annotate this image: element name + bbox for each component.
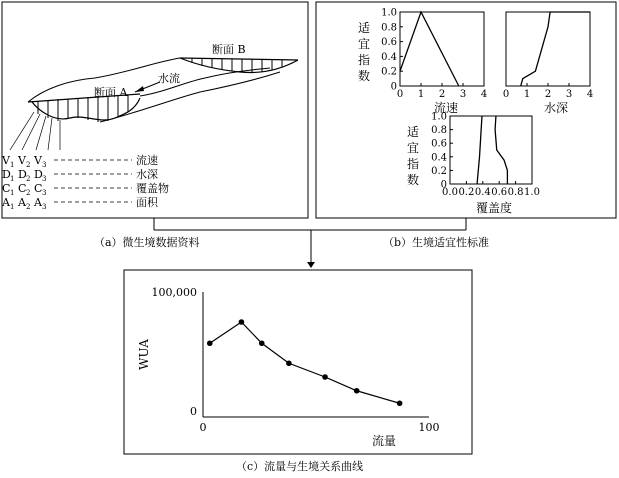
- wua-ytick-label-0: 0: [190, 405, 197, 418]
- velocity-ytick-label-5: 1.0: [381, 7, 397, 19]
- wua-point-0: [207, 340, 213, 346]
- wua-ylabel: WUA: [137, 339, 151, 370]
- ylabel-char-1: 宜: [406, 141, 420, 155]
- cover-xtick-label-1: 0.2: [458, 187, 475, 198]
- var-1-1: D: [18, 168, 27, 181]
- flow-arrow-head: [135, 86, 144, 92]
- caption-c: （c）流量与生境关系曲线: [236, 460, 364, 473]
- caption-a: （a）微生境数据资料: [94, 236, 200, 249]
- wua-point-1: [239, 319, 245, 325]
- velocity-ytick-label-2: 0.4: [381, 51, 397, 63]
- cover-ytick-label-0: 0: [440, 179, 447, 191]
- row-name-3: 面积: [136, 196, 158, 209]
- var-sub-3-1: 2: [26, 203, 31, 211]
- var-sub-1-0: 1: [10, 175, 15, 183]
- cover-series-line-0: [477, 116, 482, 184]
- velocity-xtick-label-0: 0: [396, 89, 404, 100]
- wua-point-5: [354, 388, 360, 394]
- river-cross-sections: [10, 58, 298, 150]
- ylabel-char-3: 数: [406, 173, 420, 187]
- ylabel-char-3: 数: [357, 69, 371, 83]
- var-3-1: A: [18, 196, 26, 209]
- wua-point-2: [259, 340, 265, 346]
- wua-point-4: [322, 374, 328, 380]
- cover-ytick-label-1: 0.2: [431, 165, 447, 177]
- cover-xtick-label-4: 0.8: [507, 187, 524, 198]
- wua-chart: [137, 286, 440, 448]
- wua-point-6: [397, 400, 403, 406]
- cover-xtick-label-2: 0.4: [474, 187, 491, 198]
- cover-plot-frame: [450, 116, 532, 184]
- cover-ytick-label-4: 0.8: [431, 125, 447, 137]
- var-0-0: V: [2, 154, 10, 167]
- cover-xtick-label-5: 1.0: [524, 187, 540, 198]
- ylabel-char-0: 适: [357, 21, 371, 35]
- depth-xtick-label-4: 4: [586, 89, 594, 100]
- cover-ytick-label-3: 0.6: [431, 138, 447, 150]
- var-sub-3-2: 3: [42, 203, 47, 211]
- caption-b: （b）生境适宜性标准: [383, 236, 490, 249]
- var-0-2: V: [34, 154, 42, 167]
- var-2-0: C: [2, 182, 11, 195]
- flow-label: 水流: [158, 72, 180, 85]
- cover-xtick-label-0: 0.0: [442, 187, 458, 198]
- ylabel-char-2: 指: [357, 53, 371, 67]
- cover-series-line-1: [495, 116, 507, 184]
- velocity-ytick-label-1: 0.2: [381, 66, 397, 78]
- wua-point-3: [286, 360, 292, 366]
- depth-xtick-label-1: 1: [523, 89, 531, 100]
- cover-suitability-chart: [431, 112, 540, 216]
- velocity-ytick-label-4: 0.8: [381, 22, 397, 34]
- leader-lines: [10, 112, 60, 150]
- panel-b-ylabel-1: [358, 21, 370, 83]
- cover-xlabel: 覆盖度: [475, 201, 513, 215]
- panel-b-ylabel-2: [407, 125, 419, 187]
- var-sub-3-0: 1: [10, 203, 15, 211]
- var-2-1: C: [18, 182, 27, 195]
- section-b-surface: [180, 58, 298, 60]
- velocity-xtick-label-1: 1: [417, 89, 425, 100]
- velocity-plot-frame: [400, 12, 484, 86]
- var-2-2: C: [34, 182, 43, 195]
- var-1-0: D: [2, 168, 11, 181]
- velocity-xtick-label-3: 3: [459, 89, 467, 100]
- row-name-1: 水深: [136, 168, 158, 181]
- depth-xtick-label-0: 0: [502, 89, 510, 100]
- var-sub-2-1: 2: [26, 189, 31, 197]
- wua-xtick-label-100: 100: [418, 421, 440, 434]
- row-name-2: 覆盖物: [136, 182, 169, 195]
- depth-xtick-label-2: 2: [544, 89, 552, 100]
- depth-xtick-label-3: 3: [565, 89, 573, 100]
- velocity-xlabel: 流速: [433, 101, 459, 115]
- depth-xlabel: 水深: [543, 101, 569, 115]
- velocity-ytick-label-3: 0.6: [381, 37, 397, 49]
- velocity-series-line-0: [400, 12, 459, 86]
- section-a-label: 断面 A: [94, 86, 128, 99]
- var-sub-0-0: 1: [10, 161, 15, 169]
- section-b-label: 断面 B: [212, 43, 246, 56]
- var-3-2: A: [34, 196, 42, 209]
- wua-xlabel: 流量: [371, 434, 397, 448]
- var-1-2: D: [34, 168, 43, 181]
- depth-suitability-chart: [503, 12, 593, 115]
- var-sub-0-2: 3: [42, 161, 47, 169]
- ylabel-char-2: 指: [406, 157, 420, 171]
- velocity-suitability-chart: [381, 8, 487, 116]
- variable-table: [1, 153, 169, 211]
- cover-xtick-label-3: 0.6: [491, 187, 508, 198]
- var-sub-1-1: 2: [26, 175, 31, 183]
- velocity-xtick-label-2: 2: [438, 89, 446, 100]
- wua-xtick-label-0: 0: [199, 421, 207, 434]
- var-3-0: A: [2, 196, 10, 209]
- ylabel-char-0: 适: [406, 125, 420, 139]
- wua-ytick-label-max: 100,000: [151, 286, 197, 299]
- var-sub-1-2: 3: [42, 175, 47, 183]
- cover-ytick-label-2: 0.4: [431, 152, 447, 164]
- velocity-xtick-label-4: 4: [480, 89, 488, 100]
- var-sub-2-2: 3: [42, 189, 47, 197]
- velocity-ytick-label-0: 0: [390, 81, 397, 93]
- ylabel-char-1: 宜: [357, 37, 371, 51]
- var-sub-2-0: 1: [10, 189, 15, 197]
- depth-series-line-0: [521, 12, 590, 86]
- wua-series-line: [210, 322, 400, 403]
- row-name-0: 流速: [136, 154, 158, 167]
- var-sub-0-1: 2: [26, 161, 31, 169]
- cover-ytick-label-5: 1.0: [431, 111, 447, 123]
- var-0-1: V: [18, 154, 26, 167]
